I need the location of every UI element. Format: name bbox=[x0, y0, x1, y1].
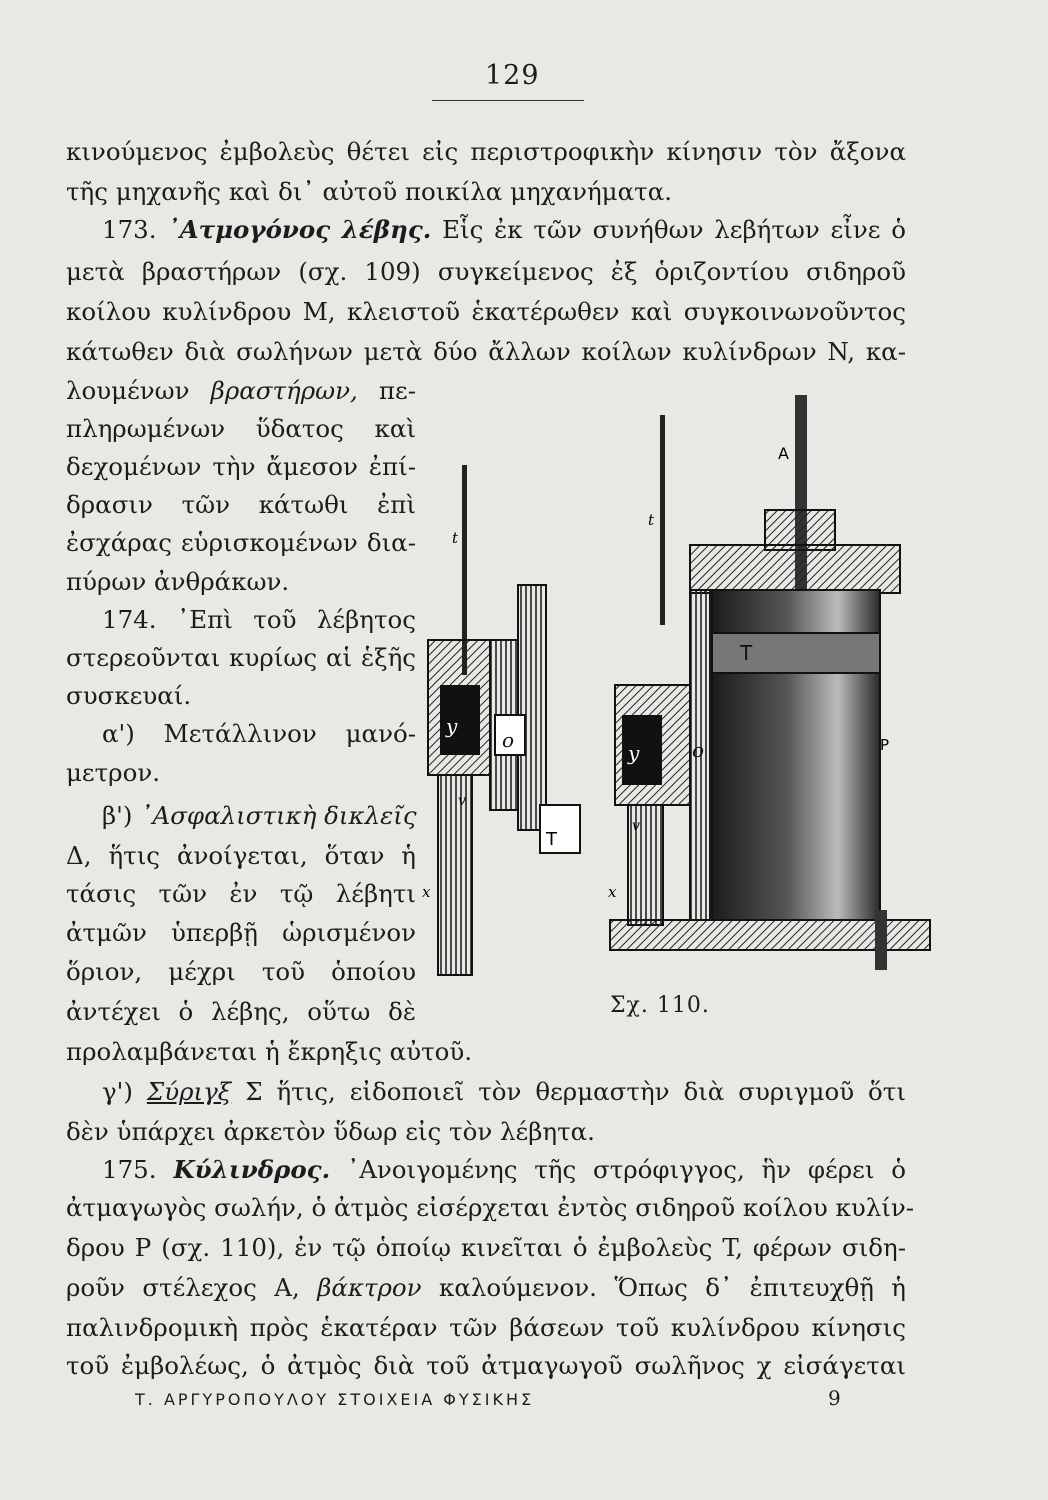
section-title: Κύλινδρος. bbox=[173, 1155, 331, 1184]
text-line bbox=[66, 375, 416, 407]
label-x-left: x bbox=[422, 883, 431, 901]
label-v-left: v bbox=[458, 793, 466, 809]
text-line: δὲν ὑπάρχει ἀρκετὸν ὕδωρ εἰς τὸν λέβητα. bbox=[66, 1117, 595, 1146]
label-o-left: o bbox=[502, 728, 515, 752]
section-number: 173. bbox=[102, 215, 157, 244]
emphasis: βραστήρων, bbox=[210, 376, 358, 405]
label-T-right: T bbox=[740, 641, 753, 665]
text-line bbox=[66, 1076, 906, 1108]
emphasis: Σύριγξ bbox=[146, 1077, 232, 1106]
label-y-left: y bbox=[446, 714, 458, 738]
text-line: δρασιν τῶν κάτωθι ἐπὶ bbox=[66, 490, 416, 519]
section-175-heading-line bbox=[66, 1154, 906, 1186]
label-P: P bbox=[880, 736, 890, 754]
emphasis: ᾿Ασφαλιστικὴ δικλεῖς bbox=[140, 801, 417, 830]
text-line: τῆς μηχανῆς καὶ δι᾽ αὐτοῦ ποικίλα μηχανήματα. bbox=[66, 177, 673, 206]
text-line: πληρωμένων ὕδατος καὶ bbox=[66, 414, 416, 443]
text-line: συσκευαί. bbox=[66, 681, 192, 710]
text-line: ἐσχάρας εὑρισκομένων δια- bbox=[66, 528, 416, 557]
text-line bbox=[66, 800, 416, 832]
figure-110-steam-cylinder bbox=[410, 385, 940, 1005]
label-T-left: T bbox=[546, 829, 557, 850]
figure-caption: Σχ. 110. bbox=[610, 993, 710, 1018]
list-marker: β') bbox=[102, 801, 133, 830]
right-cylinder-drawing bbox=[610, 395, 930, 970]
label-x-right: x bbox=[608, 883, 617, 901]
section-number: 175. bbox=[102, 1155, 157, 1184]
text-line: τοῦ ἐμβολέως, ὁ ἀτμὸς διὰ τοῦ ἀτμαγωγοῦ σωλῆνος χ εἰσάγεται bbox=[66, 1351, 906, 1380]
list-marker: γ') bbox=[102, 1077, 133, 1106]
section-173-heading-line bbox=[66, 214, 906, 246]
text-line: κάτωθεν διὰ σωλήνων μετὰ δύο ἄλλων κοίλων κυλίνδρων N, κα- bbox=[66, 337, 906, 366]
text-line: μετρον. bbox=[66, 758, 161, 787]
text-line bbox=[66, 1272, 906, 1304]
text-line: 174. ᾿Επὶ τοῦ λέβητος bbox=[102, 605, 416, 634]
text-line: κινούμενος ἐμβολεὺς θέτει εἰς περιστροφικὴν κίνησιν τὸν ἄξονα bbox=[66, 137, 906, 166]
text-line: ἀντέχει ὁ λέβης, οὕτω δὲ bbox=[66, 997, 416, 1026]
page-number: 129 bbox=[485, 60, 540, 91]
text-line: προλαμβάνεται ἡ ἔκρηξις αὐτοῦ. bbox=[66, 1037, 473, 1066]
text-fragment: πε- bbox=[378, 376, 416, 405]
text-line: δρου P (σχ. 110), ἐν τῷ ὁποίῳ κινεῖται ὁ ἐμβολεὺς T, φέρων σιδη- bbox=[66, 1233, 906, 1262]
footer-signature: Τ. ΑΡΓΥΡΟΠΟΥΛΟΥ ΣΤΟΙΧΕΙΑ ΦΥΣΙΚΗΣ bbox=[135, 1390, 535, 1409]
text-line: α') Μετάλλινον μανό- bbox=[102, 719, 416, 748]
text-line: Δ, ἥτις ἀνοίγεται, ὅταν ἡ bbox=[66, 841, 416, 870]
text-line: τάσις τῶν ἐν τῷ λέβητι bbox=[66, 879, 416, 908]
text-line: δεχομένων τὴν ἄμεσον ἐπί- bbox=[66, 452, 416, 481]
section-title: ᾿Ατμογόνος λέβης. bbox=[167, 215, 432, 244]
text-fragment: καλούμενον. Ὅπως δ᾽ ἐπιτευχθῇ ἡ bbox=[439, 1273, 906, 1302]
text-line: στερεοῦνται κυρίως αἱ ἑξῆς bbox=[66, 643, 416, 672]
text-fragment: ροῦν στέλεχος A, bbox=[66, 1273, 300, 1302]
label-o-right: o bbox=[692, 738, 705, 762]
label-t-right: t bbox=[648, 511, 655, 529]
text-line: μετὰ βραστήρων (σχ. 109) συγκείμενος ἐξ ὁριζοντίου σιδηροῦ bbox=[66, 257, 906, 286]
label-A: A bbox=[778, 444, 789, 463]
text-fragment: λουμένων bbox=[66, 376, 190, 405]
text-line: παλινδρομικὴ πρὸς ἑκατέραν τῶν βάσεων τοῦ κυλίνδρου κίνησις bbox=[66, 1313, 906, 1342]
header-rule bbox=[432, 100, 584, 101]
text-line: ὅριον, μέχρι τοῦ ὁποίου bbox=[66, 957, 416, 986]
label-t-left: t bbox=[452, 529, 459, 547]
text-line: κοίλου κυλίνδρου M, κλειστοῦ ἑκατέρωθεν καὶ συγκοινωνοῦντος bbox=[66, 297, 906, 326]
text-fragment: Εἷς ἐκ τῶν συνήθων λεβήτων εἶνε ὁ bbox=[442, 215, 906, 244]
label-v-right: v bbox=[632, 818, 640, 834]
text-line: πύρων ἀνθράκων. bbox=[66, 567, 290, 596]
label-y-right: y bbox=[628, 741, 640, 765]
text-fragment: ᾿Ανοιγομένης τῆς στρόφιγγος, ἣν φέρει ὁ bbox=[346, 1155, 907, 1184]
text-fragment: Σ ἥτις, εἰδοποιεῖ τὸν θερμαστὴν διὰ συριγμοῦ ὅτι bbox=[245, 1077, 906, 1106]
text-line: ἀτμῶν ὑπερβῇ ὡρισμένον bbox=[66, 918, 416, 947]
footer-sheet-number: 9 bbox=[828, 1386, 841, 1410]
text-line: ἀτμαγωγὸς σωλήν, ὁ ἀτμὸς εἰσέρχεται ἐντὸς σιδηροῦ κοίλου κυλίν- bbox=[66, 1193, 915, 1222]
emphasis: βάκτρον bbox=[317, 1273, 422, 1302]
